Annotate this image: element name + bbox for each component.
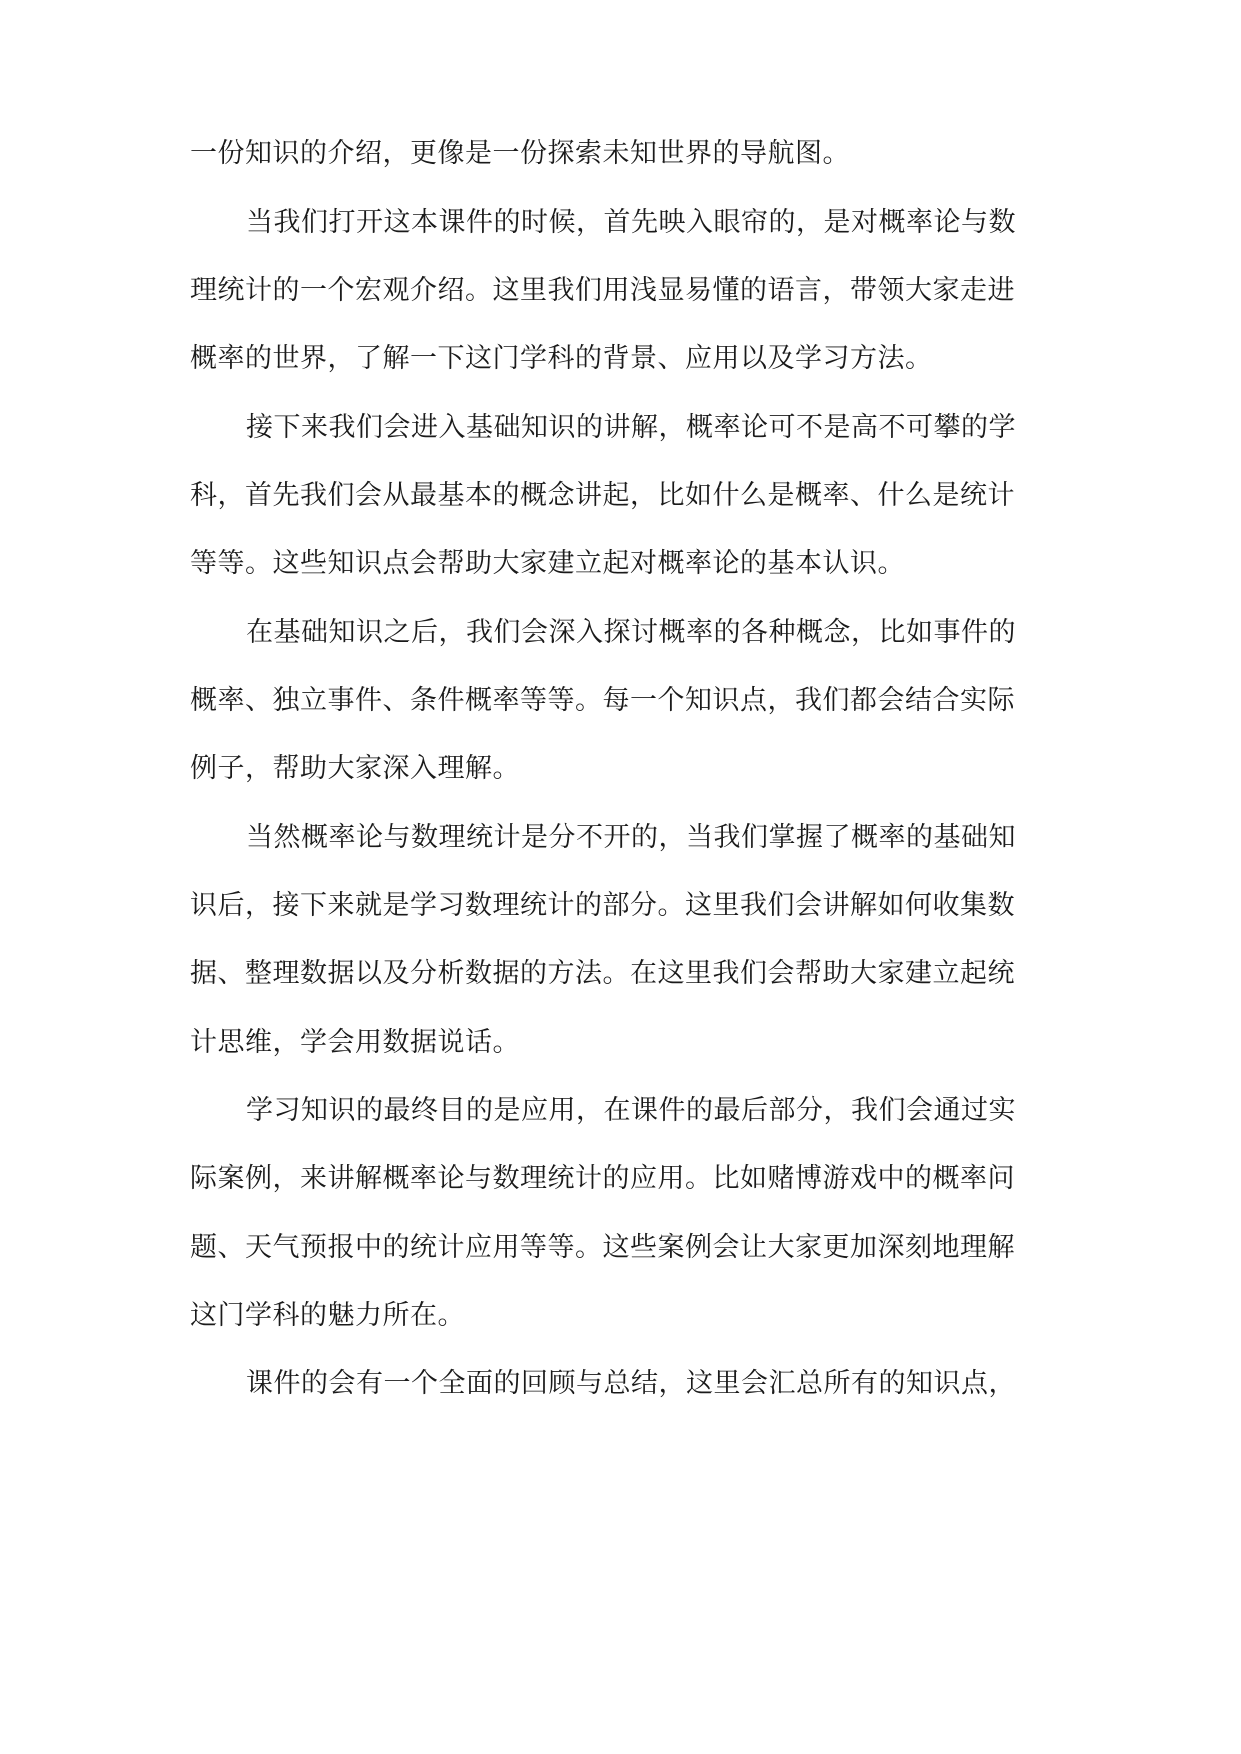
paragraph-first-line: 接下来我们会进入基础知识的讲解，概率论可不是高不可攀的学 <box>246 412 1016 443</box>
text-line: 科，首先我们会从最基本的概念讲起，比如什么是概率、什么是统计 <box>190 480 1015 511</box>
text-line: 概率的世界，了解一下这门学科的背景、应用以及学习方法。 <box>190 343 933 374</box>
text-line: 这门学科的魅力所在。 <box>190 1300 465 1331</box>
text-line: 题、天气预报中的统计应用等等。这些案例会让大家更加深刻地理解 <box>190 1232 1015 1263</box>
paragraph-first-line: 当我们打开这本课件的时候，首先映入眼帘的，是对概率论与数 <box>246 207 1016 238</box>
text-line: 一份知识的介绍，更像是一份探索未知世界的导航图。 <box>190 138 850 169</box>
text-line: 概率、独立事件、条件概率等等。每一个知识点，我们都会结合实际 <box>190 685 1015 716</box>
paragraph-first-line: 在基础知识之后，我们会深入探讨概率的各种概念，比如事件的 <box>246 617 1016 648</box>
text-line: 据、整理数据以及分析数据的方法。在这里我们会帮助大家建立起统 <box>190 958 1015 989</box>
text-line: 计思维，学会用数据说话。 <box>190 1027 520 1058</box>
text-line: 识后，接下来就是学习数理统计的部分。这里我们会讲解如何收集数 <box>190 890 1015 921</box>
text-line: 例子，帮助大家深入理解。 <box>190 753 520 784</box>
paragraph-first-line: 课件的会有一个全面的回顾与总结，这里会汇总所有的知识点， <box>246 1368 1016 1399</box>
text-line: 等等。这些知识点会帮助大家建立起对概率论的基本认识。 <box>190 548 905 579</box>
text-line: 理统计的一个宏观介绍。这里我们用浅显易懂的语言，带领大家走进 <box>190 275 1015 306</box>
paragraph-first-line: 当然概率论与数理统计是分不开的，当我们掌握了概率的基础知 <box>246 822 1016 853</box>
text-line: 际案例，来讲解概率论与数理统计的应用。比如赌博游戏中的概率问 <box>190 1163 1015 1194</box>
paragraph-first-line: 学习知识的最终目的是应用，在课件的最后部分，我们会通过实 <box>246 1095 1016 1126</box>
